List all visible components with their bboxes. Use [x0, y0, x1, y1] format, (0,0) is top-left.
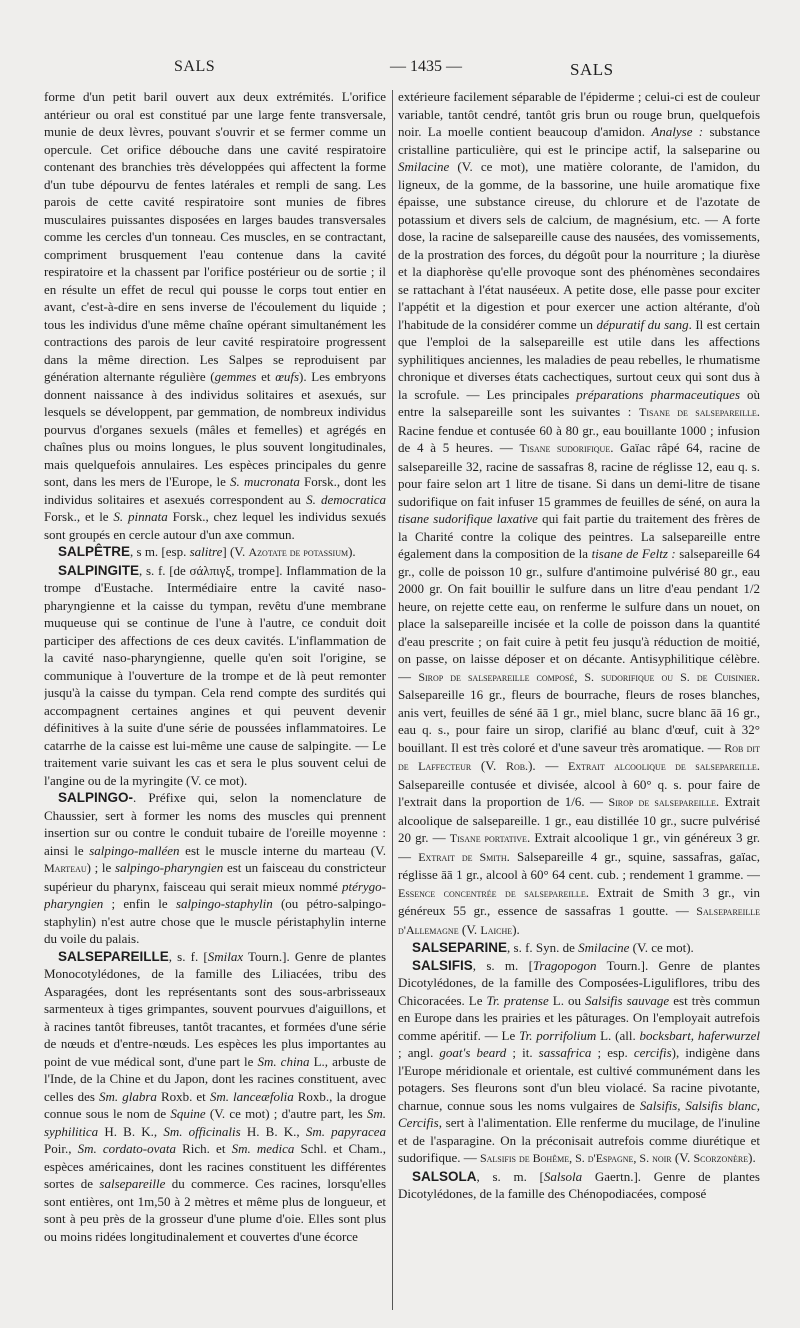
entry-salpingo: SALPINGO-. Préfixe qui, selon la nomenclature de Chaussier, sert à former les noms des muscles qui prennent insertion sur ou contre le conduit tubaire de l'oreille moyenne : ainsi le salpingo-malléen est le muscle interne du marteau (V. Marteau) ; le salpingo-pharyngien est un faisceau du constricteur supérieur du pharynx, faisceau qui serait mieux nommé ptérygo-pharyngien ; enfin le salpingo-staphylin (ou pétro-salpingo-staphylin) n'est autre chose que le muscle péristaphylin interne du voile du palais.: [44, 790, 386, 946]
entry-salsola: SALSOLA, s. m. [Salsola Gaertn.]. Genre de plantes Dicotylédones, de la famille des Chénopodiacées, composé: [398, 1168, 760, 1201]
entry-salpingite: SALPINGITE, s. f. [de σάλπιγξ, trompe]. Inflammation de la trompe d'Eustache. Intermédiaire entre la cavité naso-pharyngienne et la caisse du tympan, revêtu d'une membrane muqueuse qui se continue de l'une à l'autre, ce conduit doit participer des affections de ces deux cavités. L'inflammation de la cavité naso-pharyngienne, quelle qu'en soit l'origine, se communique à l'ouverture de la trompe et de là peut remonter jusqu'à la caisse du tympan. Cela rend compte des surdités qui accompagnent certaines angines et qui peuvent devenir définitives à la suite d'une série de poussées inflammatoires. Le catarrhe de la caisse est lui-même une cause de salpingite. — Le traitement varie suivant les cas et sera le plus souvent celui de l'angine ou de la myringite (V. ce mot).: [44, 562, 386, 788]
column-divider: [392, 90, 393, 1310]
salsepareille-continuation: extérieure facilement séparable de l'épiderme ; celui-ci est de couleur variable, tantôt cendré, tantôt gris brun ou rouge brun, quelquefois noir. La moelle contient beaucoup d'amidon. Analyse : substance cristalline particulière, qui est le principe actif, la salseparine ou Smilacine (V. ce mot), une matière colorante, de l'amidon, du ligneux, de la gomme, de la bassorine, une huile aromatique fixe épaisse, une substance cireuse, du chlorure et de l'azotate de potassium et divers sels de calcium, de magnésium, etc. — A forte dose, la racine de salsepareille cause des nausées, des vomissements, de la prostration des forces, du dégoût pour la nourriture ; la diurèse et la diaphorèse qu'elle provoque sont des phénomènes secondaires se rattachant à l'état nauséeux. A petite dose, elle passe pour exciter l'appétit et la digestion et pour exercer une action altérante, d'où l'habitude de la considérer comme un dépuratif du sang. Il est certain que l'emploi de la salsepareille est utile dans les affections syphilitiques anciennes, les maladies de peau rebelles, le rhumatisme chronique et diverses états cachectiques, surtout ceux qui sont dus à la scrofule. — Les principales préparations pharmaceutiques où entre la salsepareille sont les suivantes : Tisane de salsepareille. Racine fendue et contusée 60 à 80 gr., eau bouillante 1000 ; infusion de 4 à 5 heures. — Tisane sudorifique. Gaïac râpé 64, racine de salsepareille 32, racine de sassafras 8, racine de réglisse 12, eau q. s. pour faire selon art 1 litre de tisane. Si dans un demi-litre de tisane sudorifique on fait infuser 15 grammes de feuilles de séné, on aura la tisane sudorifique laxative qui fait partie du traitement des frères de la Charité contre la colique des peintres. La salsepareille entre également dans la composition de la tisane de Feltz : salsepareille 64 gr., colle de poisson 10 gr., sulfure d'antimoine pulvérisé 80 gr., eau 2000 gr. On fait bouillir le sulfure dans un litre d'eau pendant 1/2 heure, on rejette cette eau, on renferme le sulfure dans un nouet, on place la salsepareille incisée et la colle de poisson dans la quantité d'eau prescrite ; on fait cuire à petit feu jusqu'à réduction de moitié, on passe, on laisse déposer et on décante. Antisyphilitique célèbre. — Sirop de salsepareille composé, S. sudorifique ou S. de Cuisinier. Salsepareille 16 gr., fleurs de bourrache, fleurs de roses blanches, anis vert, feuilles de séné āā 1 gr., miel blanc, sucre blanc āā 16 gr., eau q. s., pour faire un sirop, clarifié au blanc d'œuf, cuit à 32° bouillant. Il est très coloré et d'une saveur très aromatique. — Rob dit de Laffecteur (V. Rob.). — Extrait alcoolique de salsepareille. Salsepareille contusée et divisée, alcool à 60° q. s. pour faire de l'extrait dans la proportion de 1/6. — Sirop de salsepareille. Extrait alcoolique de salsepareille. 1 gr., eau distillée 10 gr., sucre pulvérisé 20 gr. — Tisane portative. Extrait alcoolique 1 gr., vin généreux 3 gr. — Extrait de Smith. Salsepareille 4 gr., squine, sassafras, gaïac, réglisse āā 1 gr., alcool à 60° 64 cent. cub. ; rendement 1 gramme. — Essence concentrée de salsepareille. Extrait de Smith 3 gr., vin généreux 55 gr., essence de sassafras 1 goutte. — Salsepareille d'Allemagne (V. Laiche).: [398, 89, 760, 937]
right-column: [398, 88, 760, 1316]
headword: SALSIFIS: [412, 957, 473, 973]
headword: SALPINGITE: [58, 562, 140, 578]
header-left-word: SALS: [174, 58, 216, 75]
headword: SALSEPARINE: [412, 940, 508, 955]
left-column: [44, 88, 386, 1316]
entry-salseparine: SALSEPARINE, s. f. Syn. de Smilacine (V. ce mot).: [412, 940, 694, 955]
header-right-word: SALS: [570, 60, 614, 79]
salpe-continuation: forme d'un petit baril ouvert aux deux extrémités. L'orifice antérieur ou oral est constitué par une large fente transversale, munie de deux lèvres, pouvant s'ouvrir et se fermer comme un opercule. Cet orifice débouche dans une cavité respiratoire contenant des branchies très développées qui affectent la forme d'un tube dépourvu de fentes latérales et rempli de sang. Les parois de cette cavité respiratoire sont munies de fibres musculaires puissantes disposées en larges baudes transversales comme les cercles d'un tonneau. Ces muscles, en se contractant, compriment brusquement l'eau contenue dans la cavité respiratoire et la chassent par l'orifice postérieur ou de sortie ; il en résulte un effet de recul qui pousse le corps tout entier en avant, c'est-à-dire en sens inverse de l'écoulement du liquide ; tous les individus d'une même chaîne opérant simultanément les contractions des parois de leur cavité respiratoire progressent dans la même direction. Les Salpes se reproduisent par génération alternante régulière (gemmes et œufs). Les embryons donnent naissance à des individus solitaires et asexués, sur lesquels se développent, par gemmation, de nombreux individus pourvus d'organes sexuels (mâles et femelles) et agrégés en chaînes plus ou moins longues, le plus souvent longitudinales, mais quelquefois annulaires. Les espèces principales du genre sont, dans les mers de l'Europe, le S. mucronata Forsk., dont les individus solitaires et asexués correspondent au S. democratica Forsk., et le S. pinnata Forsk., chez lequel les individus sexués sont groupés en cercle autour d'un axe commun.: [44, 89, 386, 542]
page-number: — 1435 —: [390, 58, 462, 75]
entry-salsifis: SALSIFIS, s. m. [Tragopogon Tourn.]. Genre de plantes Dicotylédones, de la famille des Composées-Liguliflores, tribu des Chicoracées. Le Tr. pratense L. ou Salsifis sauvage est très commun en Europe dans les prairies et les pâturages. On l'employait autrefois comme apéritif. — Le Tr. porrifolium L. (all. bocksbart, haferwurzel ; angl. goat's beard ; it. sassafrica ; esp. cercifis), indigène dans l'Europe méridionale et orientale, est cultivé communément dans les potagers. Ses fleurons sont d'un bleu violacé. Sa racine pivotante, charnue, connue sous les noms vulgaires de Salsifis, Salsifis blanc, Cercifis, sert à l'alimentation. Elle renferme du mucilage, de l'inuline et de l'asparagine. On la préconisait autrefois comme diurétique et sudorifique. — Salsifis de Bohême, S. d'Espagne, S. noir (V. Scorzonère).: [398, 957, 760, 1165]
entry-salpetre: SALPÊTRE, s m. [esp. salitre] (V. Azotate de potassium).: [58, 544, 356, 559]
headword: SALPÊTRE: [58, 544, 131, 559]
running-header: [40, 58, 770, 82]
headword: SALPINGO-: [58, 790, 134, 805]
entry-salsepareille: SALSEPAREILLE, s. f. [Smilax Tourn.]. Genre de plantes Monocotylédones, de la famille des Liliacées, tribu des Asparagées, dont les représentants sont des sous-arbrisseaux sarmenteux à tiges grimpantes, souvent pourvues d'aiguillons, et à racines tantôt fibreuses, tantôt tracantes, et formées d'une série de nœuds et d'entre-nœuds. Les espèces les plus importantes au point de vue médical sont, d'une part le Sm. china L., arbuste de l'Inde, de la Chine et du Japon, dont les racines constituent, avec celles des Sm. glabra Roxb. et Sm. lanceæfolia Roxb., la drogue connue sous le nom de Squine (V. ce mot) ; d'autre part, les Sm. syphilitica H. B. K., Sm. officinalis H. B. K., Sm. papyracea Poir., Sm. cordato-ovata Rich. et Sm. medica Schl. et Cham., espèces américaines, dont les racines constituent les différentes sortes de salsepareille du commerce. Ces racines, lorsqu'elles sont entières, ont 1m,50 à 2 mètres et même plus de longueur, et sont à peu près de la grosseur d'une plume d'oie. Elles sont plus ou moins ridées longitudinalement et couvertes d'une écorce: [44, 948, 386, 1244]
headword: SALSOLA: [412, 1168, 477, 1184]
headword: SALSEPAREILLE: [58, 948, 169, 964]
